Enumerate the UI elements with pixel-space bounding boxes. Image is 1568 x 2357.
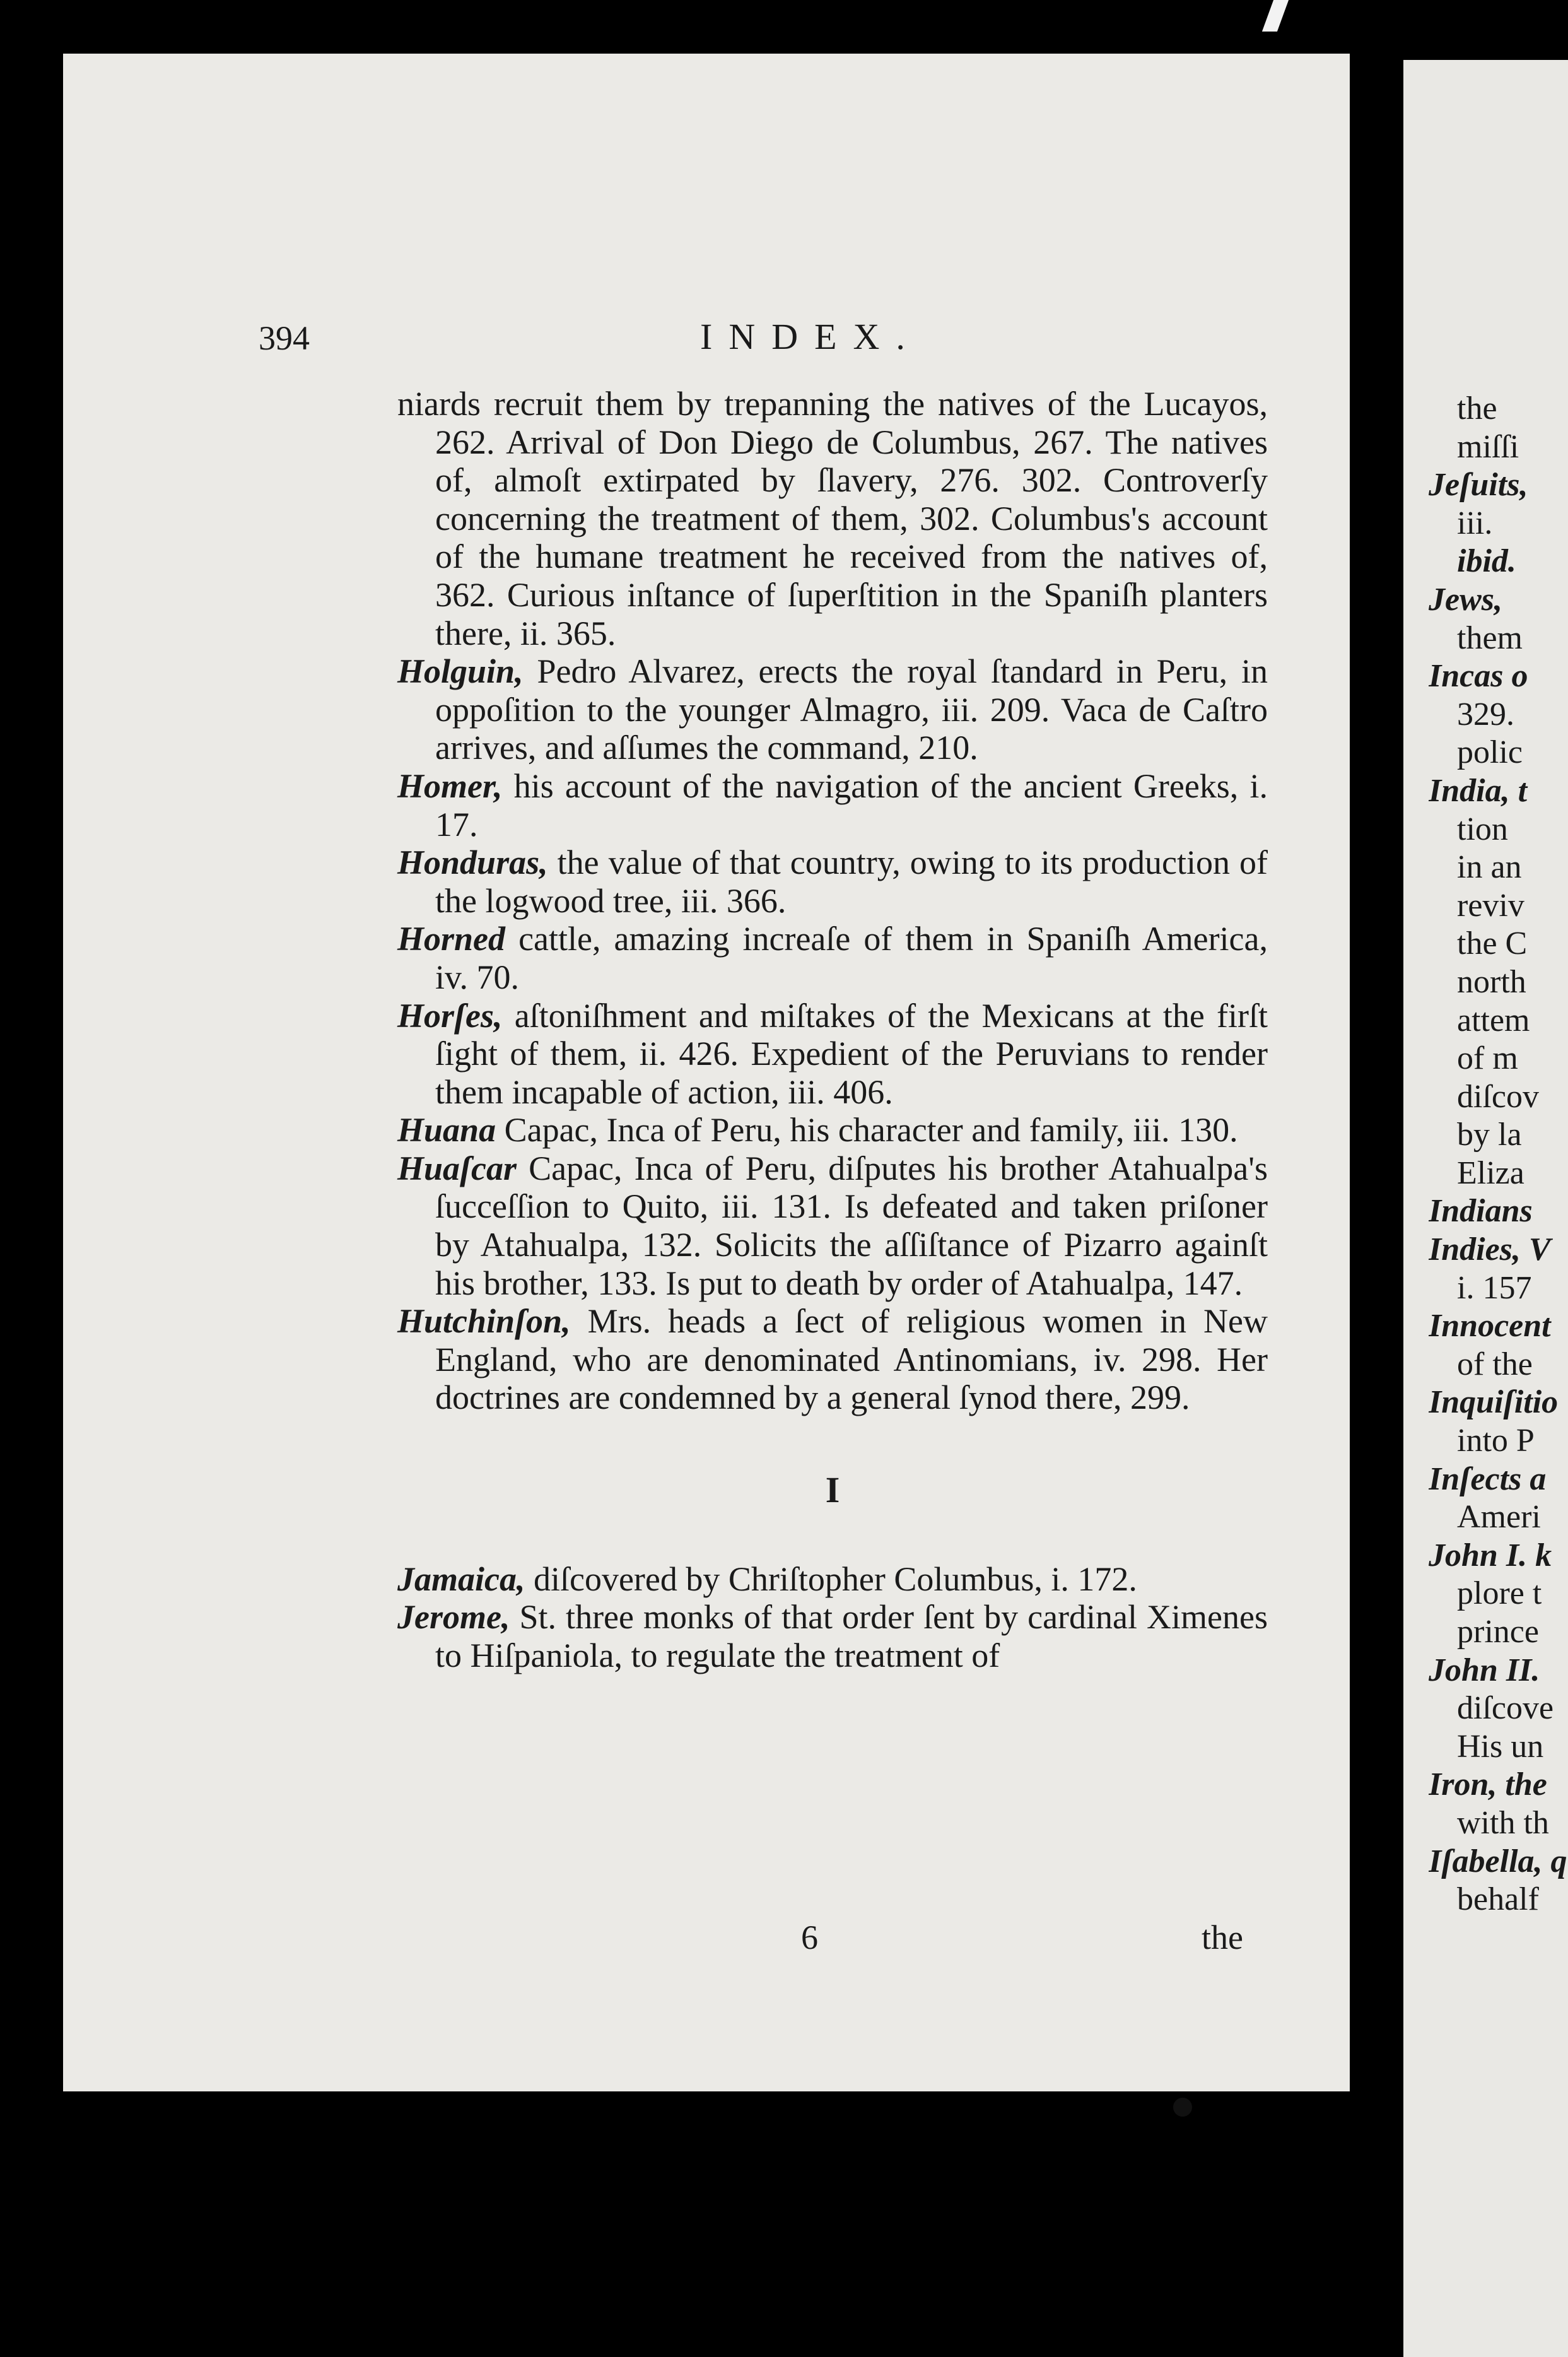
index-entry bbox=[397, 767, 1268, 843]
right-page-line: behalf bbox=[1457, 1881, 1539, 1918]
section-letter: I bbox=[825, 1469, 840, 1511]
right-page-line: Indians bbox=[1429, 1193, 1533, 1230]
right-page-line: Indies, V bbox=[1429, 1231, 1551, 1268]
right-page-line: them bbox=[1457, 620, 1523, 656]
right-page-line: attem bbox=[1457, 1002, 1530, 1038]
right-page-line: diſcove bbox=[1457, 1690, 1554, 1727]
page-number: 394 bbox=[259, 319, 310, 357]
right-page-line: His un bbox=[1457, 1728, 1544, 1765]
right-page-line: iii. bbox=[1457, 505, 1493, 541]
catchword: the bbox=[1202, 1919, 1243, 1956]
right-page-line: miſſi bbox=[1457, 428, 1519, 465]
entry-text: Mrs. heads a ſect of religious women in New England, who are denominated Antinomians, iv. 298. Her doctrines are condemned by a general ſynod there, 299. bbox=[435, 1302, 1268, 1417]
entry-headword: Honduras, bbox=[397, 843, 548, 882]
right-page-line: Inſects a bbox=[1429, 1461, 1547, 1497]
entry-headword: Holguin, bbox=[397, 652, 524, 691]
entry-text: Pedro Alvarez, erects the royal ſtandard in Peru, in oppoſition to the younger Almagro, iii. 209. Vaca de Caſtro arrives, and aſſumes the command, 210. bbox=[435, 652, 1268, 767]
right-page-line: Eliza bbox=[1457, 1155, 1524, 1191]
right-page-line: India, t bbox=[1429, 772, 1528, 809]
right-page-line: in an bbox=[1457, 849, 1522, 886]
entry-headword: Horſes, bbox=[397, 996, 503, 1035]
index-entry bbox=[397, 1598, 1268, 1674]
entry-text: aſtoniſhment and miſtakes of the Mexicans at the firſt ſight of them, ii. 426. Expedient of the Peruvians to render them incapable of action, iii. 406. bbox=[435, 996, 1268, 1111]
right-page-line: by la bbox=[1457, 1117, 1522, 1153]
right-page-line: the bbox=[1457, 391, 1497, 426]
entry-headword: Huana bbox=[397, 1111, 496, 1149]
index-entry bbox=[397, 920, 1268, 996]
entry-text: his account of the navigation of the ancient Greeks, i. 17. bbox=[435, 767, 1268, 843]
index-entry bbox=[397, 1302, 1268, 1417]
right-page-line: tion bbox=[1457, 811, 1508, 847]
right-page-lines bbox=[1429, 390, 1567, 1919]
ink-spot bbox=[1173, 2098, 1192, 2117]
index-entry bbox=[397, 997, 1268, 1112]
right-page-line: Jews, bbox=[1429, 581, 1502, 618]
entry-headword: Huaſcar bbox=[397, 1149, 517, 1187]
right-page-line: plore t bbox=[1457, 1575, 1542, 1612]
index-entries bbox=[397, 385, 1268, 1674]
entry-text: Capac, Inca of Peru, diſputes his brother Atahualpa's ſucceſſion to Quito, iii. 131. Is defeated and taken priſoner by Atahualpa, 132. Solicits the aſſiſtance of Pizarro againſt his brother, 133. Is put to death by order of Atahualpa, 147. bbox=[435, 1149, 1268, 1302]
entry-headword: Jamaica, bbox=[397, 1560, 525, 1598]
paper-fleck bbox=[1262, 0, 1289, 32]
right-page-line: polic bbox=[1457, 734, 1523, 771]
entry-text: cattle, amazing increaſe of them in Spaniſh America, iv. 70. bbox=[435, 920, 1268, 996]
entries-after bbox=[397, 1560, 1268, 1675]
right-page-line: Ameri bbox=[1457, 1499, 1541, 1536]
right-page-line: of the bbox=[1457, 1346, 1533, 1382]
right-page-line: Innocent bbox=[1429, 1308, 1551, 1344]
index-entry bbox=[397, 652, 1268, 767]
index-entry bbox=[397, 385, 1268, 652]
right-page-line: with th bbox=[1457, 1804, 1549, 1841]
right-page-line: John I. k bbox=[1429, 1537, 1552, 1573]
index-entry bbox=[397, 1111, 1268, 1149]
entry-text: niards recruit them by trepanning the natives of the Lucayos, 262. Arrival of Don Diego de Columbus, 267. The natives of, almoſt extirpated by ſlavery, 276. 302. Controverſy concerning the treatment of them, 302. Columbus's account of the humane treatment he received from the natives of, 362. Curious inſtance of ſuperſtition in the Spaniſh planters there, ii. 365. bbox=[397, 385, 1268, 652]
right-page-line: into P bbox=[1457, 1423, 1535, 1459]
entry-headword: Homer, bbox=[397, 767, 503, 805]
entry-text: the value of that country, owing to its production of the logwood tree, iii. 366. bbox=[435, 843, 1268, 920]
entry-headword: Hutchinſon, bbox=[397, 1302, 571, 1341]
running-header: INDEX. bbox=[700, 316, 921, 357]
right-page-line: north bbox=[1457, 963, 1526, 1000]
signature-mark: 6 bbox=[801, 1919, 818, 1956]
right-page-line: Inquiſitio bbox=[1429, 1384, 1559, 1421]
right-page-line: prince bbox=[1457, 1614, 1539, 1650]
entries-before bbox=[397, 385, 1268, 1417]
right-page-line: Incas o bbox=[1429, 658, 1528, 695]
index-entry bbox=[397, 1560, 1268, 1599]
index-entry bbox=[397, 1149, 1268, 1302]
entry-headword: Jerome, bbox=[397, 1598, 510, 1637]
index-entry bbox=[397, 843, 1268, 920]
right-page-line: reviv bbox=[1457, 887, 1524, 924]
right-page-line: diſcov bbox=[1457, 1078, 1539, 1115]
entry-headword: Horned bbox=[397, 920, 506, 958]
right-page-line: 329. bbox=[1457, 696, 1514, 732]
entry-text: Capac, Inca of Peru, his character and family, iii. 130. bbox=[496, 1111, 1238, 1149]
right-page-line: Iron, the bbox=[1429, 1766, 1547, 1803]
right-page-line: i. 157 bbox=[1457, 1269, 1532, 1306]
right-page-line: Jeſuits, bbox=[1429, 467, 1528, 503]
right-page-line: John II. bbox=[1429, 1652, 1540, 1688]
right-page-line: ibid. bbox=[1457, 543, 1516, 580]
right-page-line: Iſabella, q bbox=[1429, 1843, 1567, 1879]
entry-text: diſcovered by Chriſtopher Columbus, i. 172. bbox=[525, 1560, 1137, 1598]
right-page-line: of m bbox=[1457, 1040, 1518, 1077]
entry-text: St. three monks of that order ſent by cardinal Ximenes to Hiſpaniola, to regulate the treatment of bbox=[435, 1598, 1268, 1674]
right-page-line: the C bbox=[1457, 926, 1528, 962]
